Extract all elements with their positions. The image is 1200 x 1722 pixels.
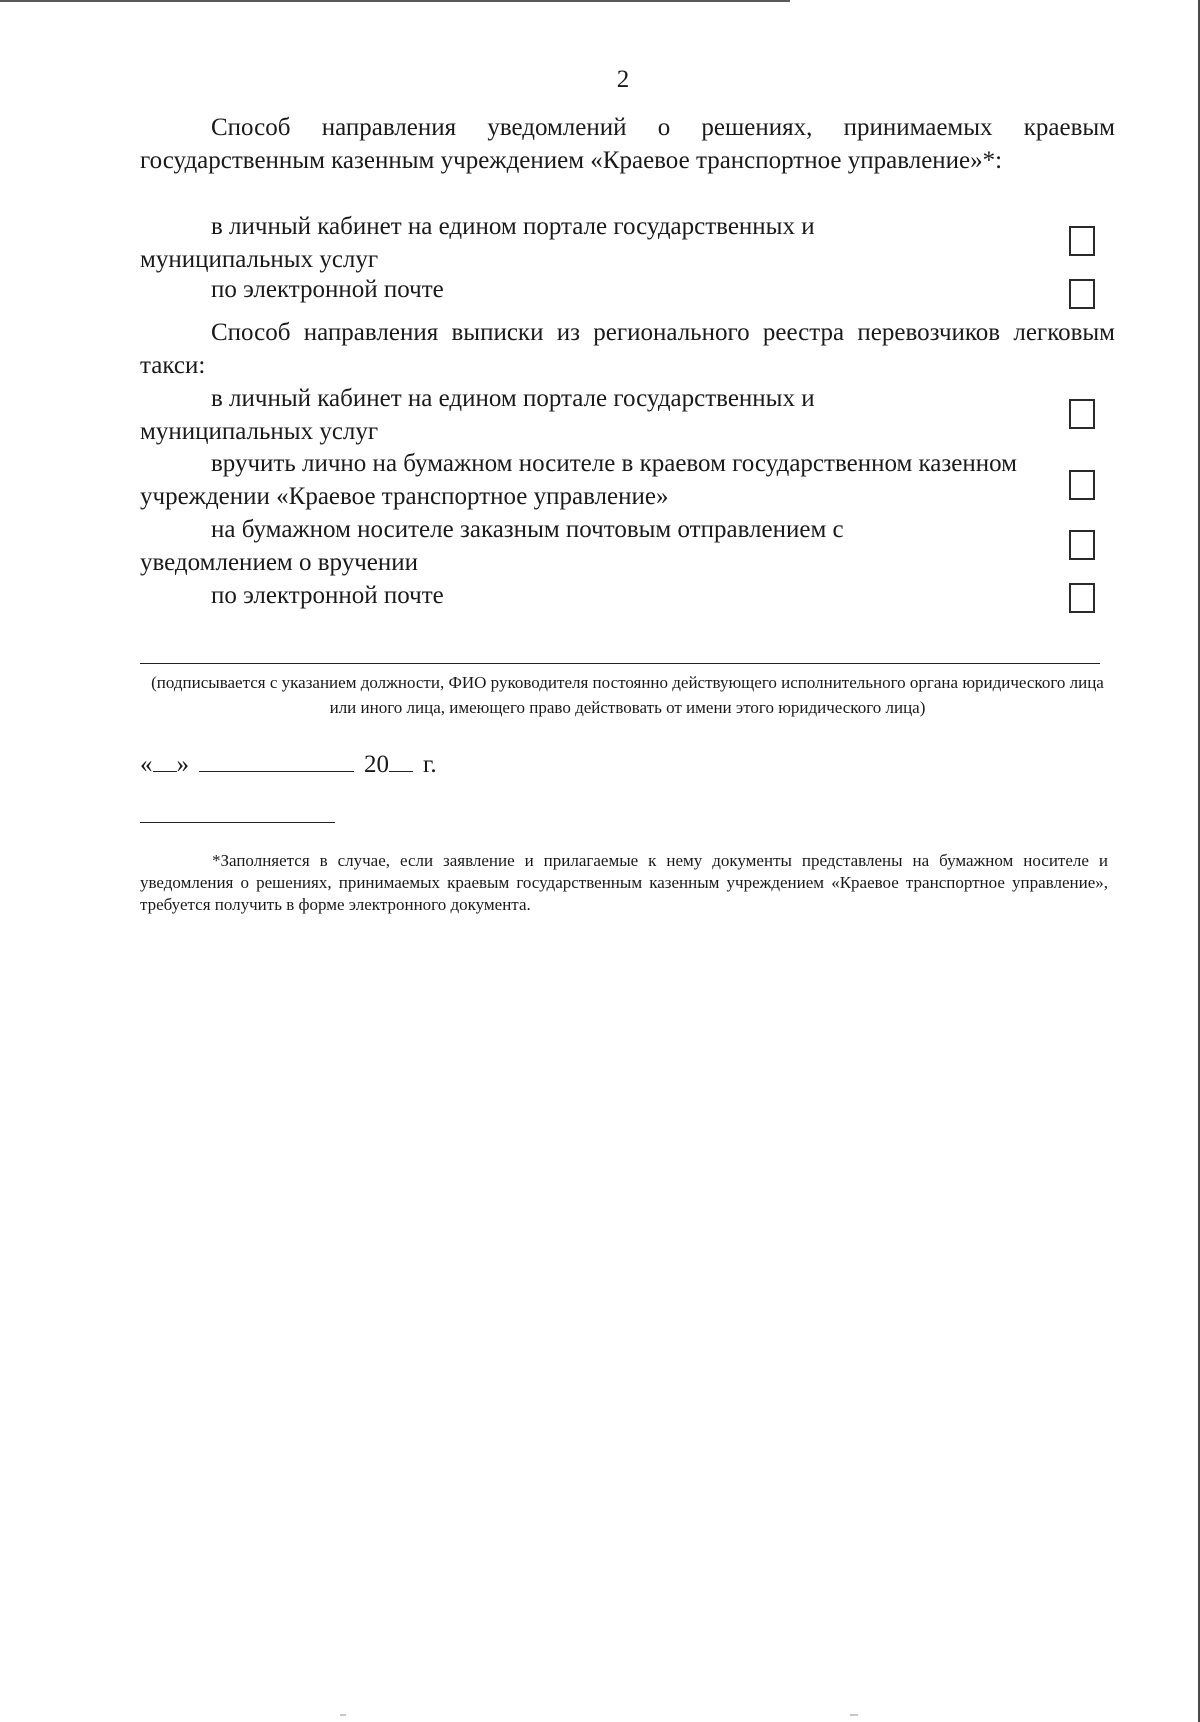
date-month-blank xyxy=(199,749,354,772)
notification-option-email-label: по электронной почте xyxy=(211,276,444,303)
scan-edge-line xyxy=(0,0,790,2)
notification-option-email-checkbox[interactable] xyxy=(1069,279,1095,309)
footnote-text: *Заполняется в случае, если заявление и прилагаемые к нему документы представлены на бумажном носителе и уведомления о решениях, принимаемых краевым государственным казенным учреждением «Краевое транспортное управление», требуется получить в форме электронного документа. xyxy=(140,851,1108,914)
date-line xyxy=(140,748,437,781)
date-close-quote: » xyxy=(176,751,189,778)
notification-option-portal-checkbox[interactable] xyxy=(1069,226,1095,256)
scan-artifact xyxy=(340,1714,346,1716)
footnote-separator xyxy=(140,822,335,823)
signature-line xyxy=(140,663,1100,664)
extract-option-registered-mail-checkbox[interactable] xyxy=(1069,530,1095,560)
extract-option-registered-mail-label: на бумажном носителе заказным почтовым отправлением с уведомлением о вручении xyxy=(140,516,844,576)
date-year-prefix: 20 xyxy=(364,751,389,778)
extract-option-portal-label: в личный кабинет на едином портале государственных и муниципальных услуг xyxy=(140,385,815,445)
extract-option-in-person-checkbox[interactable] xyxy=(1069,470,1095,500)
signature-caption: (подписывается с указанием должности, ФИО руководителя постоянно действующего исполнительного органа юридического лица или иного лица, имеющего право действовать от имени этого юридического лица) xyxy=(151,673,1104,717)
notification-method-heading: Способ направления уведомлений о решениях, принимаемых краевым государственным казенным учреждением «Краевое транспортное управление»*: xyxy=(140,114,1115,174)
page-number: 2 xyxy=(616,66,630,93)
date-day-blank xyxy=(153,749,177,772)
extract-option-email-checkbox[interactable] xyxy=(1069,583,1095,613)
extract-option-email-label: по электронной почте xyxy=(211,582,444,609)
extract-method-heading: Способ направления выписки из регионального реестра перевозчиков легковым такси: xyxy=(140,319,1115,379)
date-open-quote: « xyxy=(140,751,153,778)
date-year-blank xyxy=(389,749,413,772)
notification-option-portal-label: в личный кабинет на едином портале государственных и муниципальных услуг xyxy=(140,213,815,273)
date-year-suffix: г. xyxy=(423,751,437,778)
extract-option-portal-checkbox[interactable] xyxy=(1069,399,1095,429)
scan-artifact xyxy=(850,1714,858,1716)
extract-option-in-person-label: вручить лично на бумажном носителе в краевом государственном казенном учреждении «Краевое транспортное управление» xyxy=(140,450,1017,510)
